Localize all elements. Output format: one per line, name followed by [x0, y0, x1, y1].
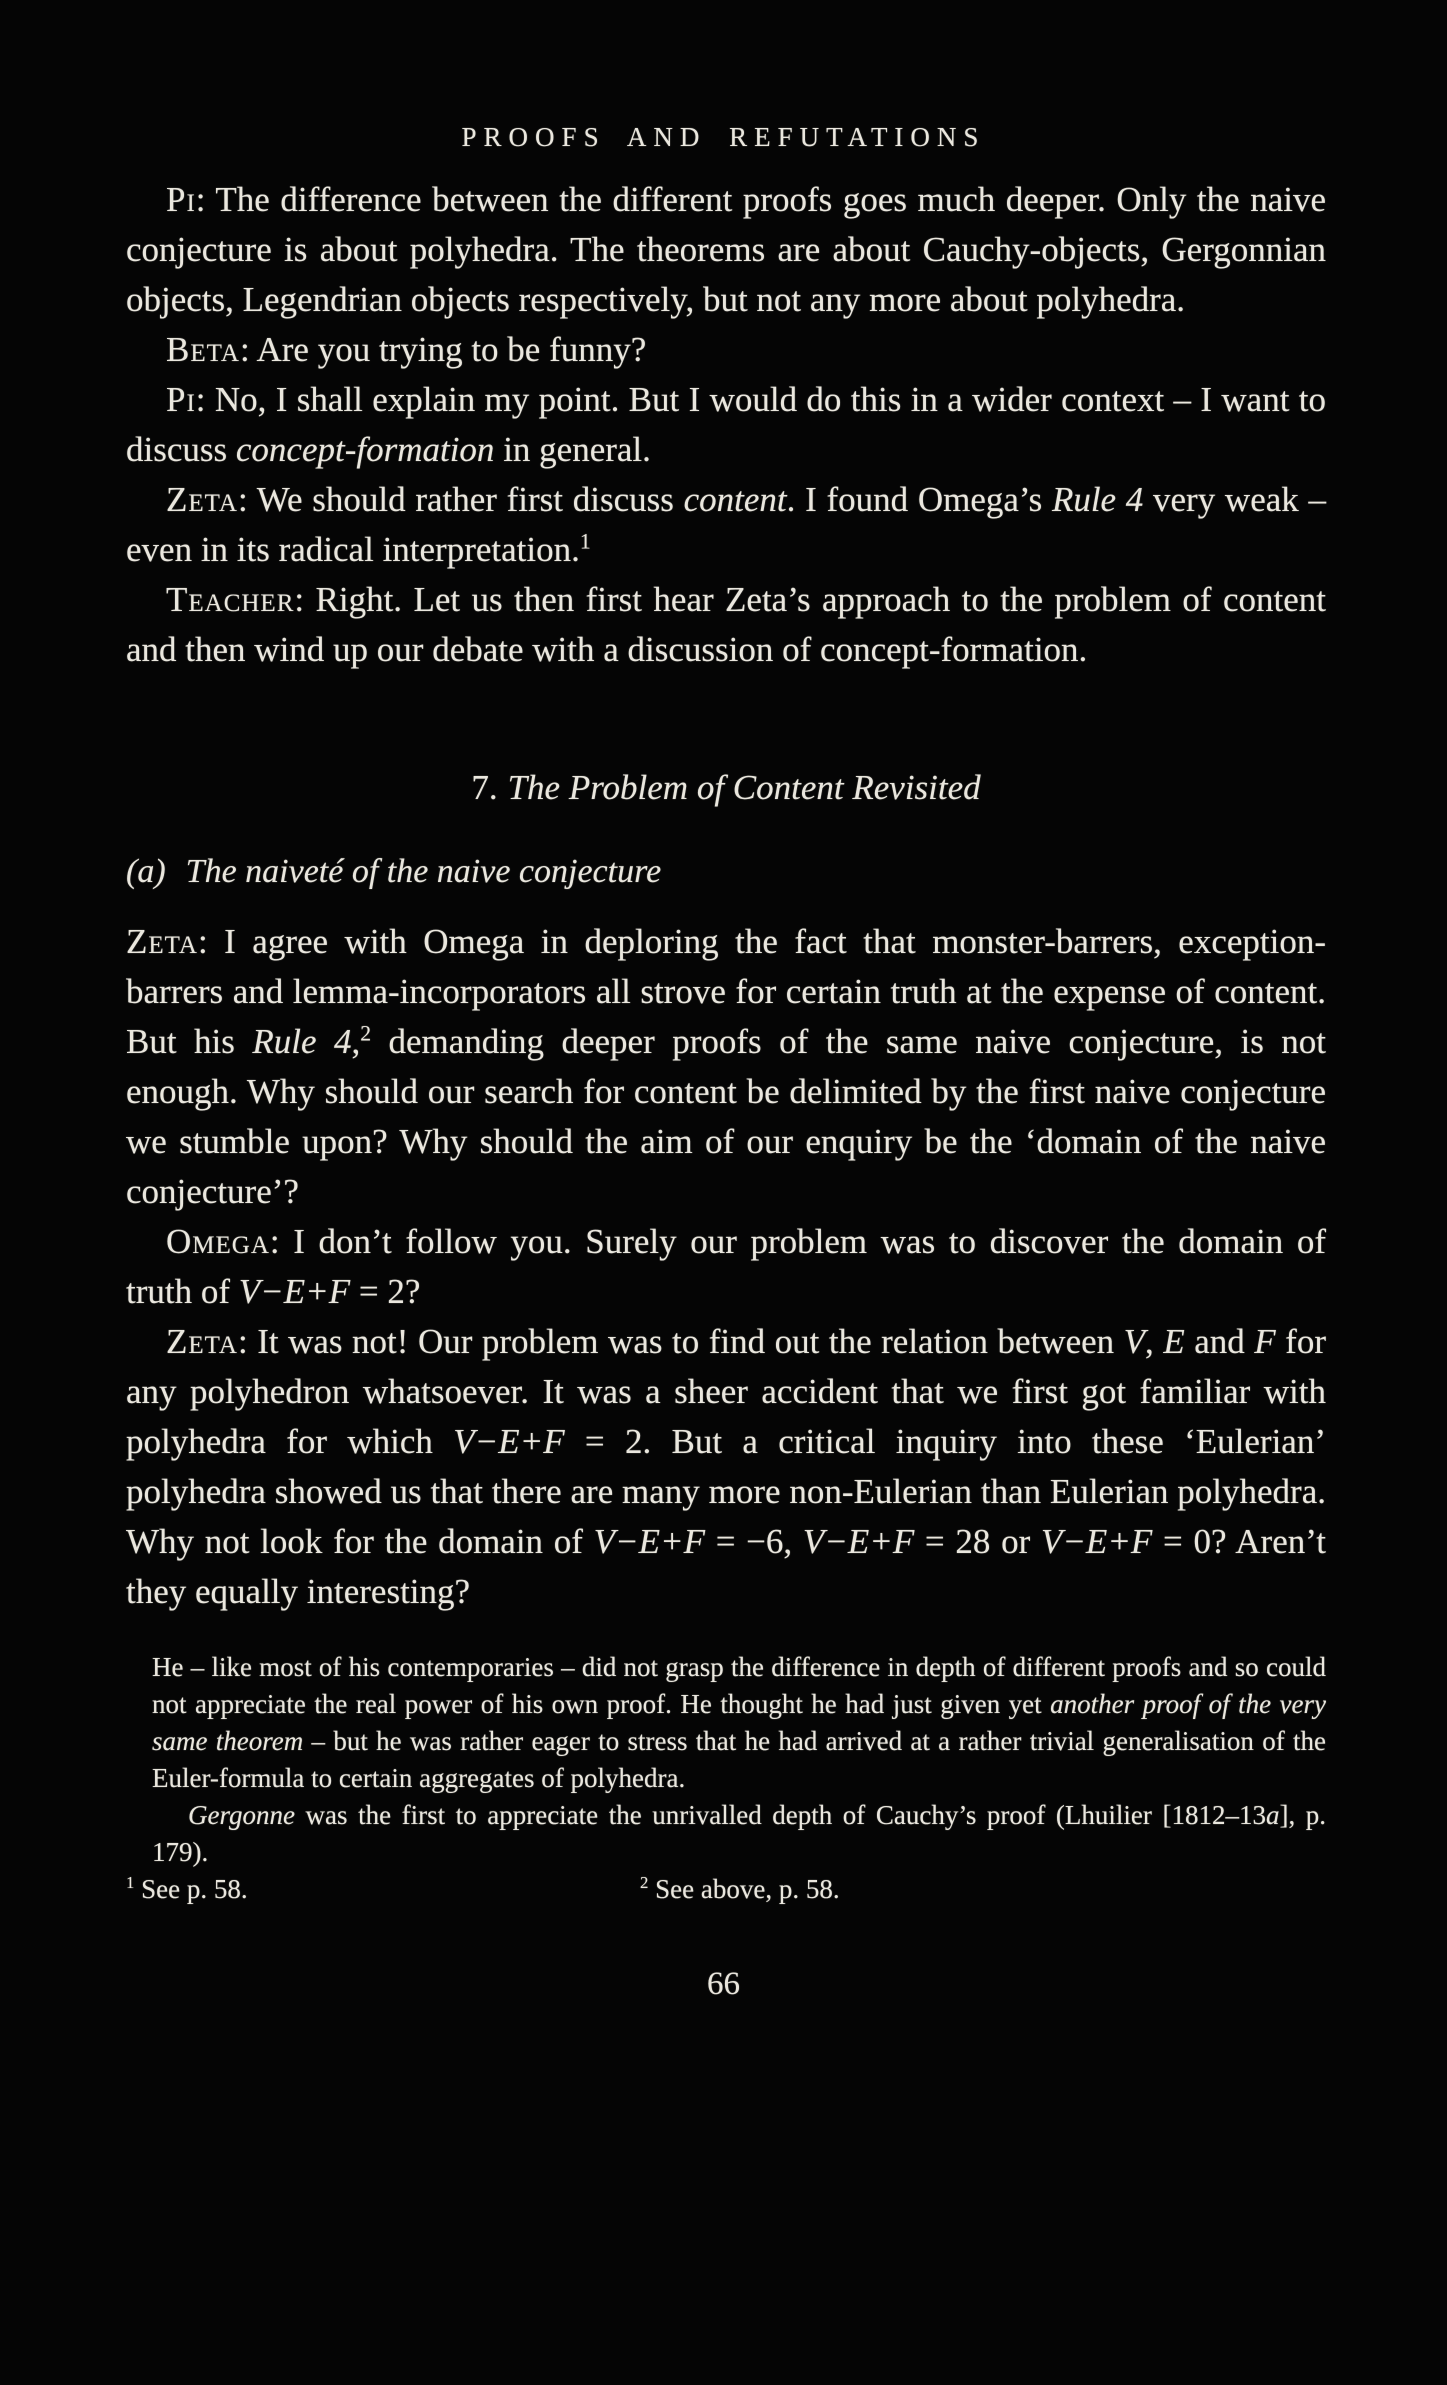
page-number: 66	[707, 1966, 740, 2002]
text-segment: ,	[1145, 1322, 1164, 1361]
text-segment: = 0? Aren’t they equally interesting?	[126, 1522, 1326, 1611]
text-segment: = 2?	[350, 1272, 421, 1311]
speaker-name: Teacher	[166, 580, 295, 619]
dialogue-beta-1	[126, 325, 1326, 375]
footnote-marker: 2	[640, 1873, 649, 1892]
section-heading	[126, 763, 1326, 813]
subsection-label: (a)	[126, 853, 166, 890]
speaker-name: Zeta	[166, 1322, 238, 1361]
footnotes-section	[126, 1649, 1326, 1908]
dialogue-omega-1	[126, 1217, 1326, 1317]
italic-text: Rule 4	[1051, 480, 1144, 519]
running-head: PROOFS AND REFUTATIONS	[461, 122, 986, 152]
text-segment: : I don’t follow you. Surely our problem was to discover the domain of truth of	[126, 1222, 1326, 1311]
text-segment: : Are you trying to be funny?	[239, 330, 647, 369]
italic-text: content	[683, 480, 787, 519]
text-segment: for any polyhedron whatsoever. It was a sheer accident that we first got familiar with polyhedra for which	[126, 1322, 1326, 1461]
text-segment: = 2. But a critical inquiry into these ‘Eulerian’ polyhedra showed us that there are many more non-Eulerian than Eulerian polyhedra. Why not look for the domain of	[126, 1422, 1326, 1561]
speaker-name: Pi	[166, 380, 196, 419]
text-column	[126, 175, 1326, 1908]
footnote-marker: 2	[360, 1021, 372, 1046]
text-segment: demanding deeper proofs of the same naive conjecture, is not enough. Why should our search for content be delimited by the first naive conjecture we stumble upon? Why should the aim of our enquiry be the ‘domain of the naive conjecture’?	[126, 1022, 1327, 1211]
italic-text: V−E+F	[238, 1272, 351, 1311]
text-segment: . I found Omega’s	[786, 480, 1052, 519]
dialogue-pi-1	[126, 175, 1326, 325]
subsection-heading	[126, 847, 1326, 897]
speaker-name: Pi	[166, 180, 196, 219]
italic-text: Gergonne	[188, 1800, 295, 1830]
speaker-name: Beta	[166, 330, 240, 369]
italic-text: another proof of the very same theorem	[152, 1689, 1326, 1756]
footnote-marker: 1	[126, 1873, 135, 1892]
italic-text: concept-formation	[235, 430, 495, 469]
italic-text: V	[1123, 1322, 1146, 1361]
italic-text: E	[1163, 1322, 1185, 1361]
text-segment: : Right. Let us then first hear Zeta’s approach to the problem of content and then wind up our debate with a discussion of concept-formation.	[126, 580, 1326, 669]
dialogue-teacher-1	[126, 575, 1326, 675]
text-segment: was the first to appreciate the unrivalled depth of Cauchy’s proof (Lhuilier [1812–13	[294, 1800, 1266, 1830]
speaker-name: Zeta	[166, 480, 238, 519]
speaker-name: Omega	[166, 1222, 270, 1261]
dialogue-pi-2	[126, 375, 1326, 475]
text-segment: See p. 58.	[134, 1874, 248, 1904]
footnote-continuation	[152, 1649, 1326, 1797]
dialogue-zeta-1	[126, 475, 1326, 575]
text-segment: : We should rather first discuss	[237, 480, 684, 519]
section-title: The Problem of Content Revisited	[507, 768, 981, 807]
footnote-refs-row	[126, 1871, 1326, 1908]
italic-text: V−E+F	[1040, 1522, 1153, 1561]
text-segment: : The difference between the different proofs goes much deeper. Only the naive conjecture is about polyhedra. The theorems are about Cauchy-objects, Gergonnian objects, Legendrian objects respectively, but not any more about polyhedra.	[126, 180, 1326, 319]
text-segment: = −6,	[705, 1522, 803, 1561]
dialogue-zeta-2	[126, 917, 1326, 1217]
text-segment: ], p. 179).	[152, 1800, 1327, 1867]
text-segment: = 28 or	[914, 1522, 1041, 1561]
italic-text: Rule 4	[252, 1022, 352, 1061]
text-segment: : It was not! Our problem was to find out the relation between	[237, 1322, 1124, 1361]
italic-text: a	[1265, 1800, 1280, 1830]
dialogue-zeta-3	[126, 1317, 1326, 1617]
italic-text: F	[1254, 1322, 1276, 1361]
text-segment: very weak – even in its radical interpretation.	[126, 480, 1326, 569]
italic-text: V−E+F	[593, 1522, 705, 1561]
italic-text: V−E+F	[802, 1522, 915, 1561]
footnote-paragraphs	[126, 1649, 1326, 1871]
text-segment: : I agree with Omega in deploring the fact that monster-barrers, exception-barrers and lemma-incorporators all strove for certain truth at the expense of content. But his	[126, 922, 1326, 1061]
footnote-ref-2	[640, 1871, 840, 1908]
text-segment: See above, p. 58.	[648, 1874, 840, 1904]
dialogue-section-bottom	[126, 917, 1326, 1617]
speaker-name: Zeta	[126, 922, 198, 961]
dialogue-section-top	[126, 175, 1326, 675]
footnote-ref-1	[126, 1871, 640, 1908]
text-segment: – but he was rather eager to stress that he had arrived at a rather trivial generalisation of the Euler-formula to certain aggregates of polyhedra.	[152, 1726, 1326, 1793]
footnote-gergonne	[152, 1797, 1326, 1871]
footnote-marker: 1	[579, 529, 591, 554]
subsection-title: The naiveté of the naive conjecture	[185, 853, 662, 890]
section-number: 7.	[471, 768, 498, 807]
italic-text: V−E+F	[453, 1422, 565, 1461]
text-segment: : No, I shall explain my point. But I would do this in a wider context – I want to discuss	[126, 380, 1326, 469]
text-segment: ,	[351, 1022, 361, 1061]
text-segment: He – like most of his contemporaries – did not grasp the difference in depth of different proofs and so could not appreciate the real power of his own proof. He thought he had just given yet	[152, 1652, 1326, 1719]
text-segment: and	[1184, 1322, 1255, 1361]
text-segment: in general.	[494, 430, 651, 469]
